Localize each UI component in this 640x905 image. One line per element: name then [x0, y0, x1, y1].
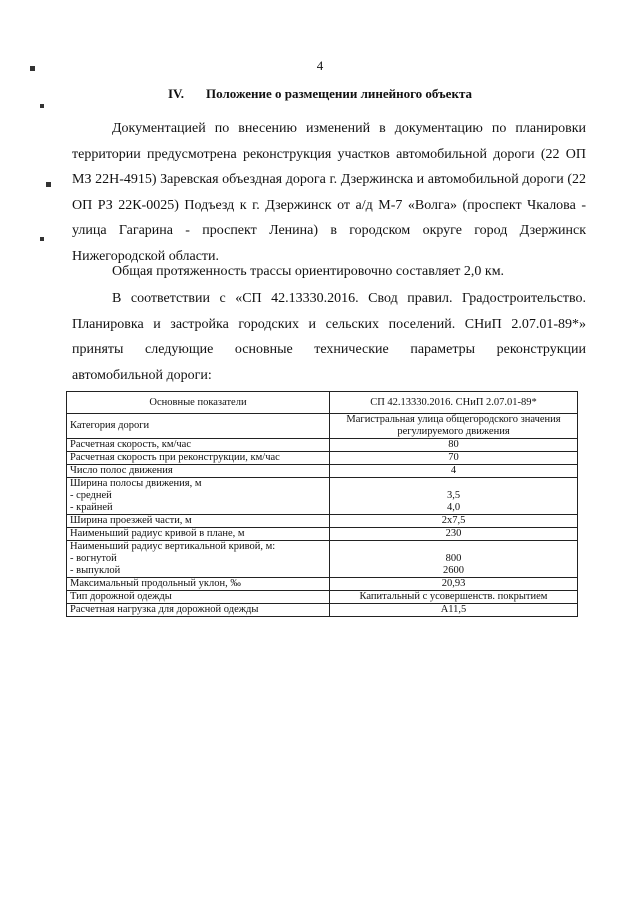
- header-parameters: Основные показатели: [67, 392, 330, 414]
- parameter-name: [67, 541, 330, 578]
- parameter-name: [67, 452, 330, 465]
- scan-mark: [40, 104, 44, 108]
- parameter-value: [330, 528, 578, 541]
- parameter-value-line: 80: [448, 439, 459, 450]
- parameter-value-line: [333, 478, 574, 490]
- parameter-value-line: 230: [445, 528, 462, 539]
- scan-mark: [40, 237, 44, 241]
- parameter-value-line: 4: [450, 465, 457, 476]
- parameter-value: [330, 515, 578, 528]
- parameter-value-line: А11,5: [440, 604, 467, 615]
- parameter-value: [330, 478, 578, 515]
- table-row: [67, 439, 578, 452]
- paragraph-length: Общая протяженность трассы ориентировочно составляет 2,0 км.: [112, 264, 505, 279]
- parameter-name: [67, 604, 330, 617]
- paragraph-standard: В соответствии с «СП 42.13330.2016. Свод правил. Градостроительство. Планировка и застройка городских и сельских поселений. СНиП 2.07.01-89*» приняты следующие основные технические параметры реконструкции автомобильной дороги:: [72, 291, 586, 383]
- table-row: [67, 578, 578, 591]
- parameters-table: [66, 391, 578, 617]
- parameter-name-line: - крайней: [70, 502, 113, 513]
- parameter-value: [330, 578, 578, 591]
- paragraph-description: Документацией по внесению изменений в документацию по планировки территории предусмотрена реконструкция участков автомобильной дороги (22 ОП МЗ 22Н-4915) Заревская объездная дорога г. Дзержинска и автомобильной дороги (22 ОП РЗ 22К-0025) Подъезд к г. Дзержинск от а/д М-7 «Волга» (проспект Чкалова - улица Гагарина - проспект Ленина) в городском округе город Дзержинск Нижегородской области.: [72, 121, 586, 264]
- parameter-value: [330, 541, 578, 578]
- parameter-name-line: Максимальный продольный уклон, ‰: [70, 578, 241, 589]
- page-number: 4: [316, 58, 324, 73]
- table-row: [67, 414, 578, 439]
- parameter-name-line: Категория дороги: [70, 420, 150, 431]
- parameter-name-line: - выпуклой: [70, 565, 121, 576]
- parameter-value: [330, 452, 578, 465]
- parameter-name-line: Число полос движения: [70, 465, 173, 476]
- parameter-value-line: 800: [445, 553, 462, 564]
- parameter-name: [67, 414, 330, 439]
- parameter-name-line: Ширина полосы движения, м: [70, 478, 202, 489]
- parameter-name: [67, 591, 330, 604]
- table-row: [67, 528, 578, 541]
- table-row: [67, 452, 578, 465]
- table-row: [67, 604, 578, 617]
- parameter-name-line: Расчетная нагрузка для дорожной одежды: [70, 604, 259, 615]
- parameter-name-line: - средней: [70, 490, 112, 501]
- table-row: [67, 478, 578, 515]
- parameter-name-line: - вогнутой: [70, 553, 117, 564]
- parameter-name-line: Наименьший радиус вертикальной кривой, м:: [70, 541, 276, 552]
- parameter-value-line: 2х7,5: [441, 515, 466, 526]
- scan-mark: [46, 182, 51, 187]
- parameter-value: [330, 439, 578, 452]
- parameter-name-line: Наименьший радиус кривой в плане, м: [70, 528, 245, 539]
- header-standard: СП 42.13330.2016. СНиП 2.07.01-89*: [330, 392, 578, 414]
- table-row: [67, 541, 578, 578]
- table-row: [67, 465, 578, 478]
- section-heading: [0, 86, 640, 102]
- parameter-value-line: [333, 541, 574, 553]
- table-row: [67, 591, 578, 604]
- parameter-value-line: Магистральная улица общегородского значения регулируемого движения: [346, 414, 561, 437]
- parameter-value-line: 4,0: [446, 502, 461, 513]
- parameter-value: [330, 591, 578, 604]
- section-number: IV.: [168, 86, 185, 101]
- parameter-name-line: Расчетная скорость, км/час: [70, 439, 192, 450]
- parameter-name: [67, 578, 330, 591]
- parameter-name-line: Расчетная скорость при реконструкции, км/час: [70, 452, 280, 463]
- parameter-name: [67, 478, 330, 515]
- parameter-value: [330, 604, 578, 617]
- parameter-value-line: Капитальный с усовершенств. покрытием: [359, 591, 548, 602]
- parameter-name: [67, 528, 330, 541]
- parameter-value-line: 20,93: [441, 578, 466, 589]
- table-header-row: [67, 392, 578, 414]
- parameter-value-line: 2600: [443, 565, 464, 576]
- parameter-value: [330, 465, 578, 478]
- parameter-value-line: 70: [448, 452, 459, 463]
- parameter-name: [67, 465, 330, 478]
- parameter-name-line: Ширина проезжей части, м: [70, 515, 192, 526]
- parameter-value-line: 3,5: [446, 490, 461, 501]
- parameter-name: [67, 439, 330, 452]
- section-title: Положение о размещении линейного объекта: [206, 86, 472, 101]
- table-row: [67, 515, 578, 528]
- parameter-value: [330, 414, 578, 439]
- parameter-name: [67, 515, 330, 528]
- parameter-name-line: Тип дорожной одежды: [70, 591, 172, 602]
